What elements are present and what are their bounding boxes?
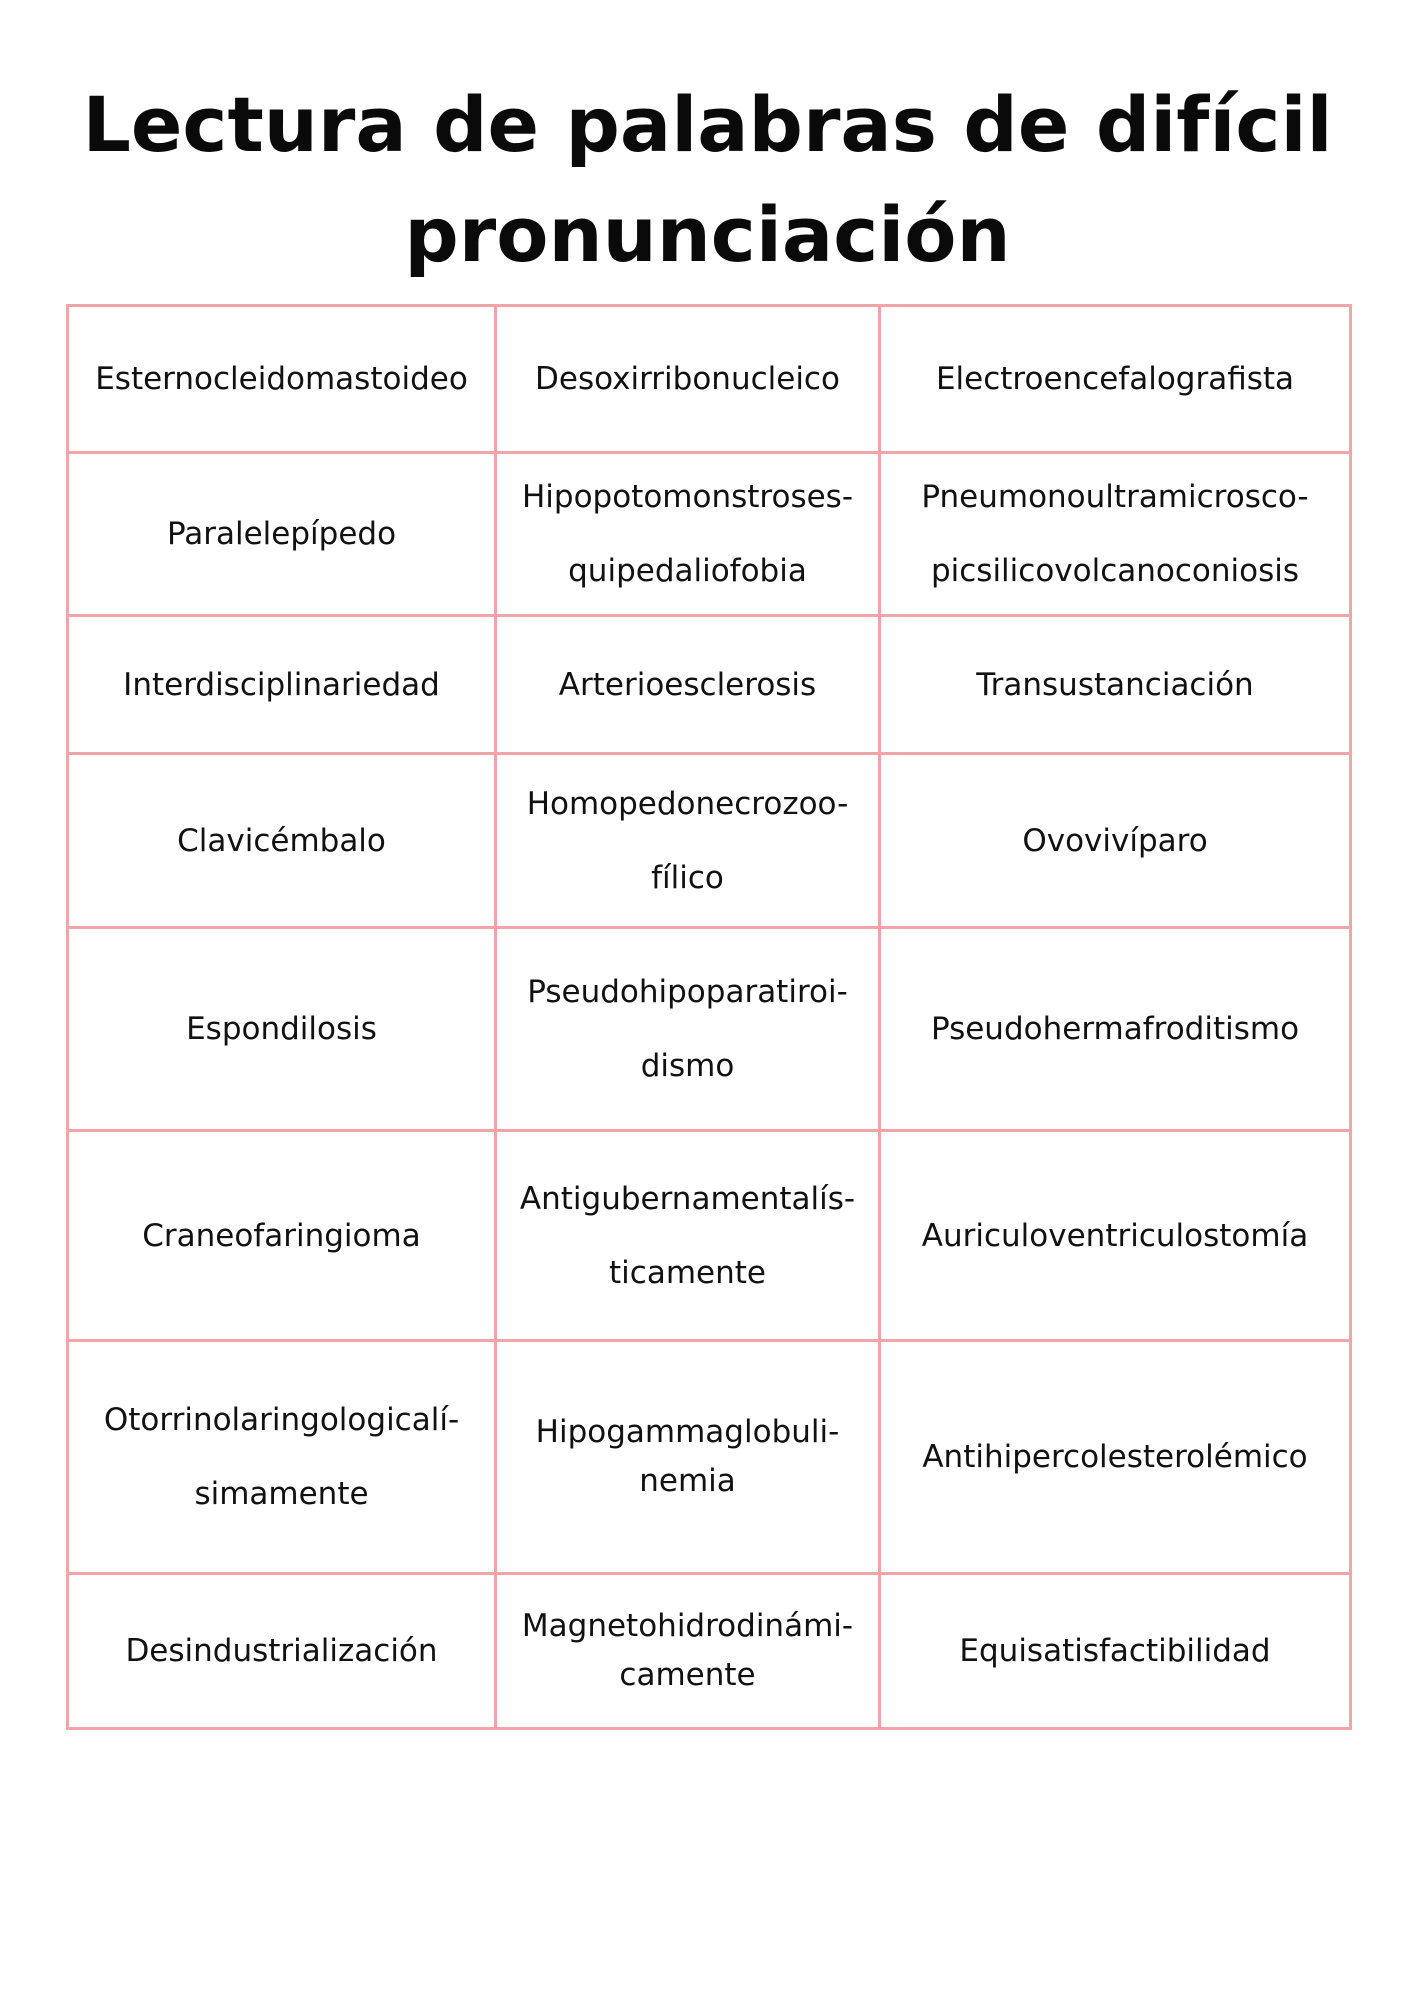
cell-line: Desindustrialización [125, 1633, 438, 1669]
table-cell [880, 453, 1351, 616]
table-cell [496, 1341, 880, 1574]
table-cell [880, 754, 1351, 928]
cell-line: Ovovivíparo [1022, 822, 1208, 859]
table-cell [496, 306, 880, 453]
cell-line: ticamente [609, 1254, 766, 1291]
table-cell [880, 1574, 1351, 1729]
cell-line: Espondilosis [186, 1011, 377, 1047]
cell-line: Antigubernamentalís- [519, 1180, 856, 1217]
cell-line: picsilicovolcanoconiosis [930, 553, 1300, 589]
cell-line: Otorrinolaringologicalí- [103, 1402, 460, 1438]
table-cell [68, 306, 496, 453]
table-cell [880, 1341, 1351, 1574]
table-cell [68, 1131, 496, 1341]
table-cell [68, 1341, 496, 1574]
table-cell [496, 754, 880, 928]
cell-line: Pneumonoultramicrosco- [921, 479, 1309, 515]
table-cell [68, 754, 496, 928]
table-cell [496, 928, 880, 1131]
cell-line: Equisatisfactibilidad [959, 1633, 1271, 1669]
cell-line: fílico [651, 859, 724, 896]
cell-line: Hipopotomonstroses- [521, 479, 854, 515]
table-cell [68, 453, 496, 616]
cell-line: Transustanciación [976, 666, 1254, 703]
cell-line: Pseudohipoparatiroi- [527, 974, 848, 1010]
table-cell [68, 616, 496, 754]
cell-line: Auriculoventriculostomía [921, 1217, 1309, 1254]
cell-line: Antihipercolesterolémico [922, 1439, 1308, 1475]
cell-line: Esternocleidomastoideo [95, 361, 468, 397]
table-cell [880, 306, 1351, 453]
table-row [68, 1131, 1351, 1341]
table-cell [68, 928, 496, 1131]
cell-line: camente [619, 1657, 756, 1693]
table-cell [496, 453, 880, 616]
table-row [68, 306, 1351, 453]
table-row [68, 616, 1351, 754]
cell-line: Desoxirribonucleico [535, 361, 840, 397]
table-row [68, 928, 1351, 1131]
cell-line: simamente [194, 1476, 369, 1512]
cell-line: Electroencefalografista [935, 361, 1295, 397]
cell-line: Clavicémbalo [177, 822, 386, 859]
table-cell [496, 1574, 880, 1729]
table-cell [880, 1131, 1351, 1341]
table-cell [68, 1574, 496, 1729]
table-cell [880, 928, 1351, 1131]
table-cell [496, 1131, 880, 1341]
table-row [68, 1341, 1351, 1574]
cell-line: quipedaliofobia [568, 553, 807, 589]
table-row [68, 754, 1351, 928]
cell-line: dismo [640, 1048, 735, 1084]
page-title [0, 70, 1415, 290]
page-title-line-1: Lectura de palabras de difícil [82, 80, 1333, 169]
cell-line: Magnetohidrodinámi- [521, 1608, 854, 1644]
cell-line: Interdisciplinariedad [123, 666, 440, 703]
word-table [66, 304, 1352, 1730]
cell-line: Paralelepípedo [166, 516, 397, 552]
table-row [68, 453, 1351, 616]
table-cell [880, 616, 1351, 754]
cell-line: Hipogammaglobuli- [535, 1414, 840, 1450]
page-title-line-2: pronunciación [404, 190, 1011, 279]
table-row [68, 1574, 1351, 1729]
cell-line: nemia [639, 1463, 736, 1499]
cell-line: Arterioesclerosis [558, 666, 817, 703]
cell-line: Pseudohermafroditismo [930, 1011, 1300, 1047]
table-cell [496, 616, 880, 754]
cell-line: Craneofaringioma [142, 1217, 421, 1254]
cell-line: Homopedonecrozoo- [526, 785, 849, 822]
